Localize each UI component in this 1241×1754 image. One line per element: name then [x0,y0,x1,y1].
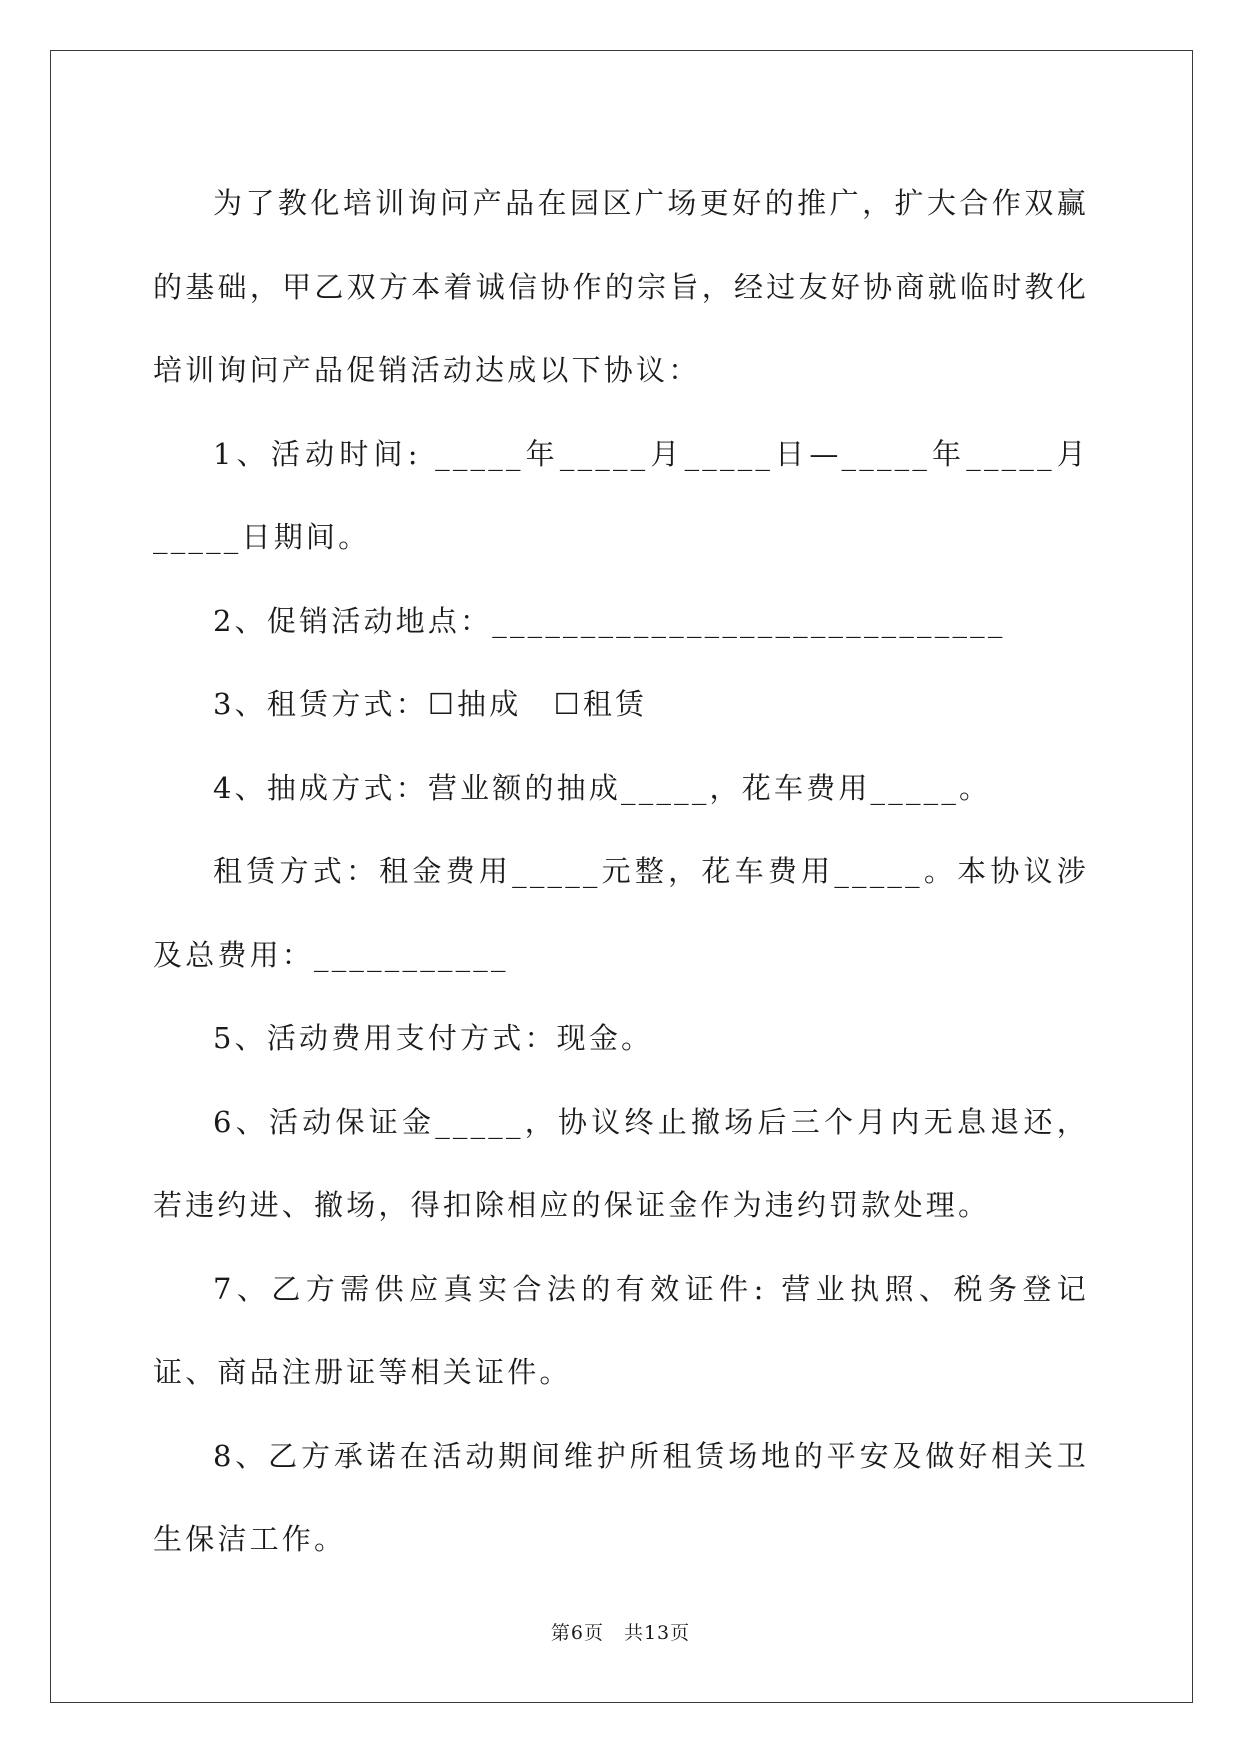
document-body [153,162,1089,1582]
clause-rental-fees: 租赁方式：租金费用_____元整，花车费用_____。本协议涉及总费用：___________ [153,854,1089,972]
clause-location: 2、促销活动地点：_____________________________ [213,603,1006,638]
clause-activity-time: 1、活动时间: _____年_____月_____日—_____年_____月_____日期间。 [153,436,1089,554]
clause-certificates: 7、乙方需供应真实合法的有效证件: 营业执照、税务登记证、商品注册证等相关证件。 [153,1271,1089,1389]
intro-paragraph: 为了教化培训询问产品在园区广场更好的推广，扩大合作双赢的基础，甲乙双方本着诚信协作的宗旨，经过友好协商就临时教化培训询问产品促销活动达成以下协议： [153,186,1089,387]
clause-deposit: 6、活动保证金_____，协议终止撤场后三个月内无息退还，若违约进、撤场，得扣除相应的保证金作为违约罚款处理。 [153,1104,1089,1222]
page-number: 第6页 共13页 [550,1622,691,1644]
clause-commission: 4、抽成方式：营业额的抽成_____，花车费用_____。 [213,770,992,805]
clause-payment-method: 5、活动费用支付方式：现金。 [213,1021,654,1055]
clause-lease-method: 3、租赁方式：☐抽成 ☐租赁 [213,687,648,721]
clause-safety-hygiene: 8、乙方承诺在活动期间维护所租赁场地的平安及做好相关卫生保洁工作。 [153,1438,1089,1556]
